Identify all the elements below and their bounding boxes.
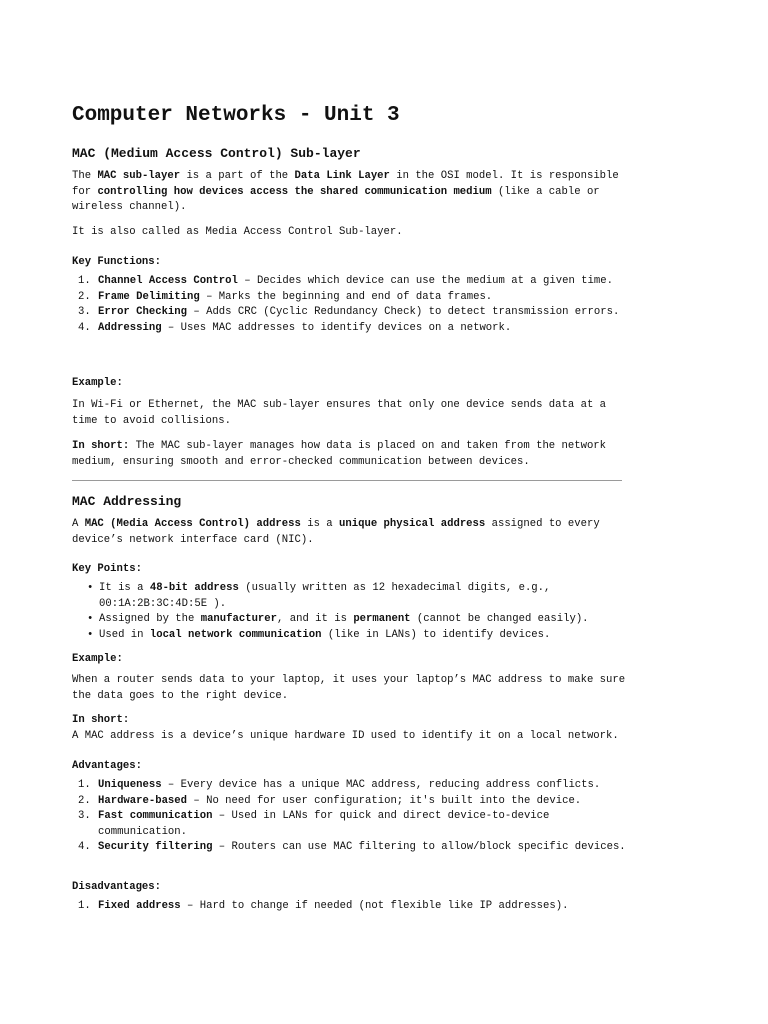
paragraph-also-called: It is also called as Media Access Control Sub-layer. bbox=[72, 226, 403, 238]
list-item: 2. Frame Delimiting – Marks the beginning and end of data frames. bbox=[78, 290, 493, 303]
list-item: 1. Uniqueness – Every device has a unique MAC address, reducing address conflicts. bbox=[78, 779, 601, 791]
list-item: • Assigned by the manufacturer, and it is permanent (cannot be changed easily). bbox=[87, 613, 589, 625]
list-item: 4. Security filtering – Routers can use MAC filtering to allow/block specific devices. bbox=[78, 841, 626, 853]
in-short-text: A MAC address is a device’s unique hardware ID used to identify it on a local network. bbox=[72, 730, 619, 742]
paragraph-mac-sublayer-intro: The MAC sub-layer is a part of the Data Link Layer in the OSI model. It is responsible for controlling how devices access the shared communication medium (like a cable or wireless channel). bbox=[72, 170, 626, 213]
key-points-label: Key Points: bbox=[72, 563, 142, 575]
list-item: • Used in local network communication (like in LANs) to identify devices. bbox=[87, 628, 551, 641]
example-text: In Wi-Fi or Ethernet, the MAC sub-layer ensures that only one device sends data at a time to avoid collisions. bbox=[72, 399, 613, 427]
key-points-list bbox=[72, 581, 632, 643]
paragraph-mac-address-intro: A MAC (Media Access Control) address is a unique physical address assigned to every device’s network interface card (NIC). bbox=[72, 518, 607, 546]
list-item: 1. Fixed address – Hard to change if needed (not flexible like IP addresses). bbox=[78, 900, 569, 912]
list-item: 2. Hardware-based – No need for user configuration; it's built into the device. bbox=[78, 794, 582, 807]
list-item: 4. Addressing – Uses MAC addresses to identify devices on a network. bbox=[78, 321, 512, 334]
example-text: When a router sends data to your laptop, it uses your laptop’s MAC address to make sure the data goes to the right device. bbox=[72, 674, 632, 702]
list-item: 3. Error Checking – Adds CRC (Cyclic Redundancy Check) to detect transmission errors. bbox=[78, 306, 620, 318]
disadvantages-list bbox=[72, 899, 632, 915]
page-title: Computer Networks - Unit 3 bbox=[72, 104, 400, 127]
key-functions-label: Key Functions: bbox=[72, 256, 162, 268]
example-label: Example: bbox=[72, 653, 123, 665]
in-short-paragraph: In short: The MAC sub-layer manages how data is placed on and taken from the network medium, ensuring smooth and error-checked communication between devices. bbox=[72, 440, 613, 468]
advantages-list bbox=[72, 778, 632, 856]
advantages-label: Advantages: bbox=[72, 760, 142, 772]
example-label: Example: bbox=[72, 377, 123, 389]
disadvantages-label: Disadvantages: bbox=[72, 881, 162, 893]
list-item: 1. Channel Access Control – Decides which device can use the medium at a given time. bbox=[78, 275, 613, 287]
section-heading-mac-sublayer: MAC (Medium Access Control) Sub-layer bbox=[72, 146, 361, 161]
in-short-label: In short: bbox=[72, 714, 130, 726]
key-functions-list bbox=[72, 274, 632, 336]
section-divider bbox=[72, 480, 622, 481]
list-item: 3. Fast communication – Used in LANs for quick and direct device-to-device communication. bbox=[78, 810, 550, 838]
section-heading-mac-addressing: MAC Addressing bbox=[72, 494, 182, 509]
list-item: • It is a 48-bit address (usually written as 12 hexadecimal digits, e.g., 00:1A:2B:3C:4D:5E ). bbox=[87, 582, 551, 610]
